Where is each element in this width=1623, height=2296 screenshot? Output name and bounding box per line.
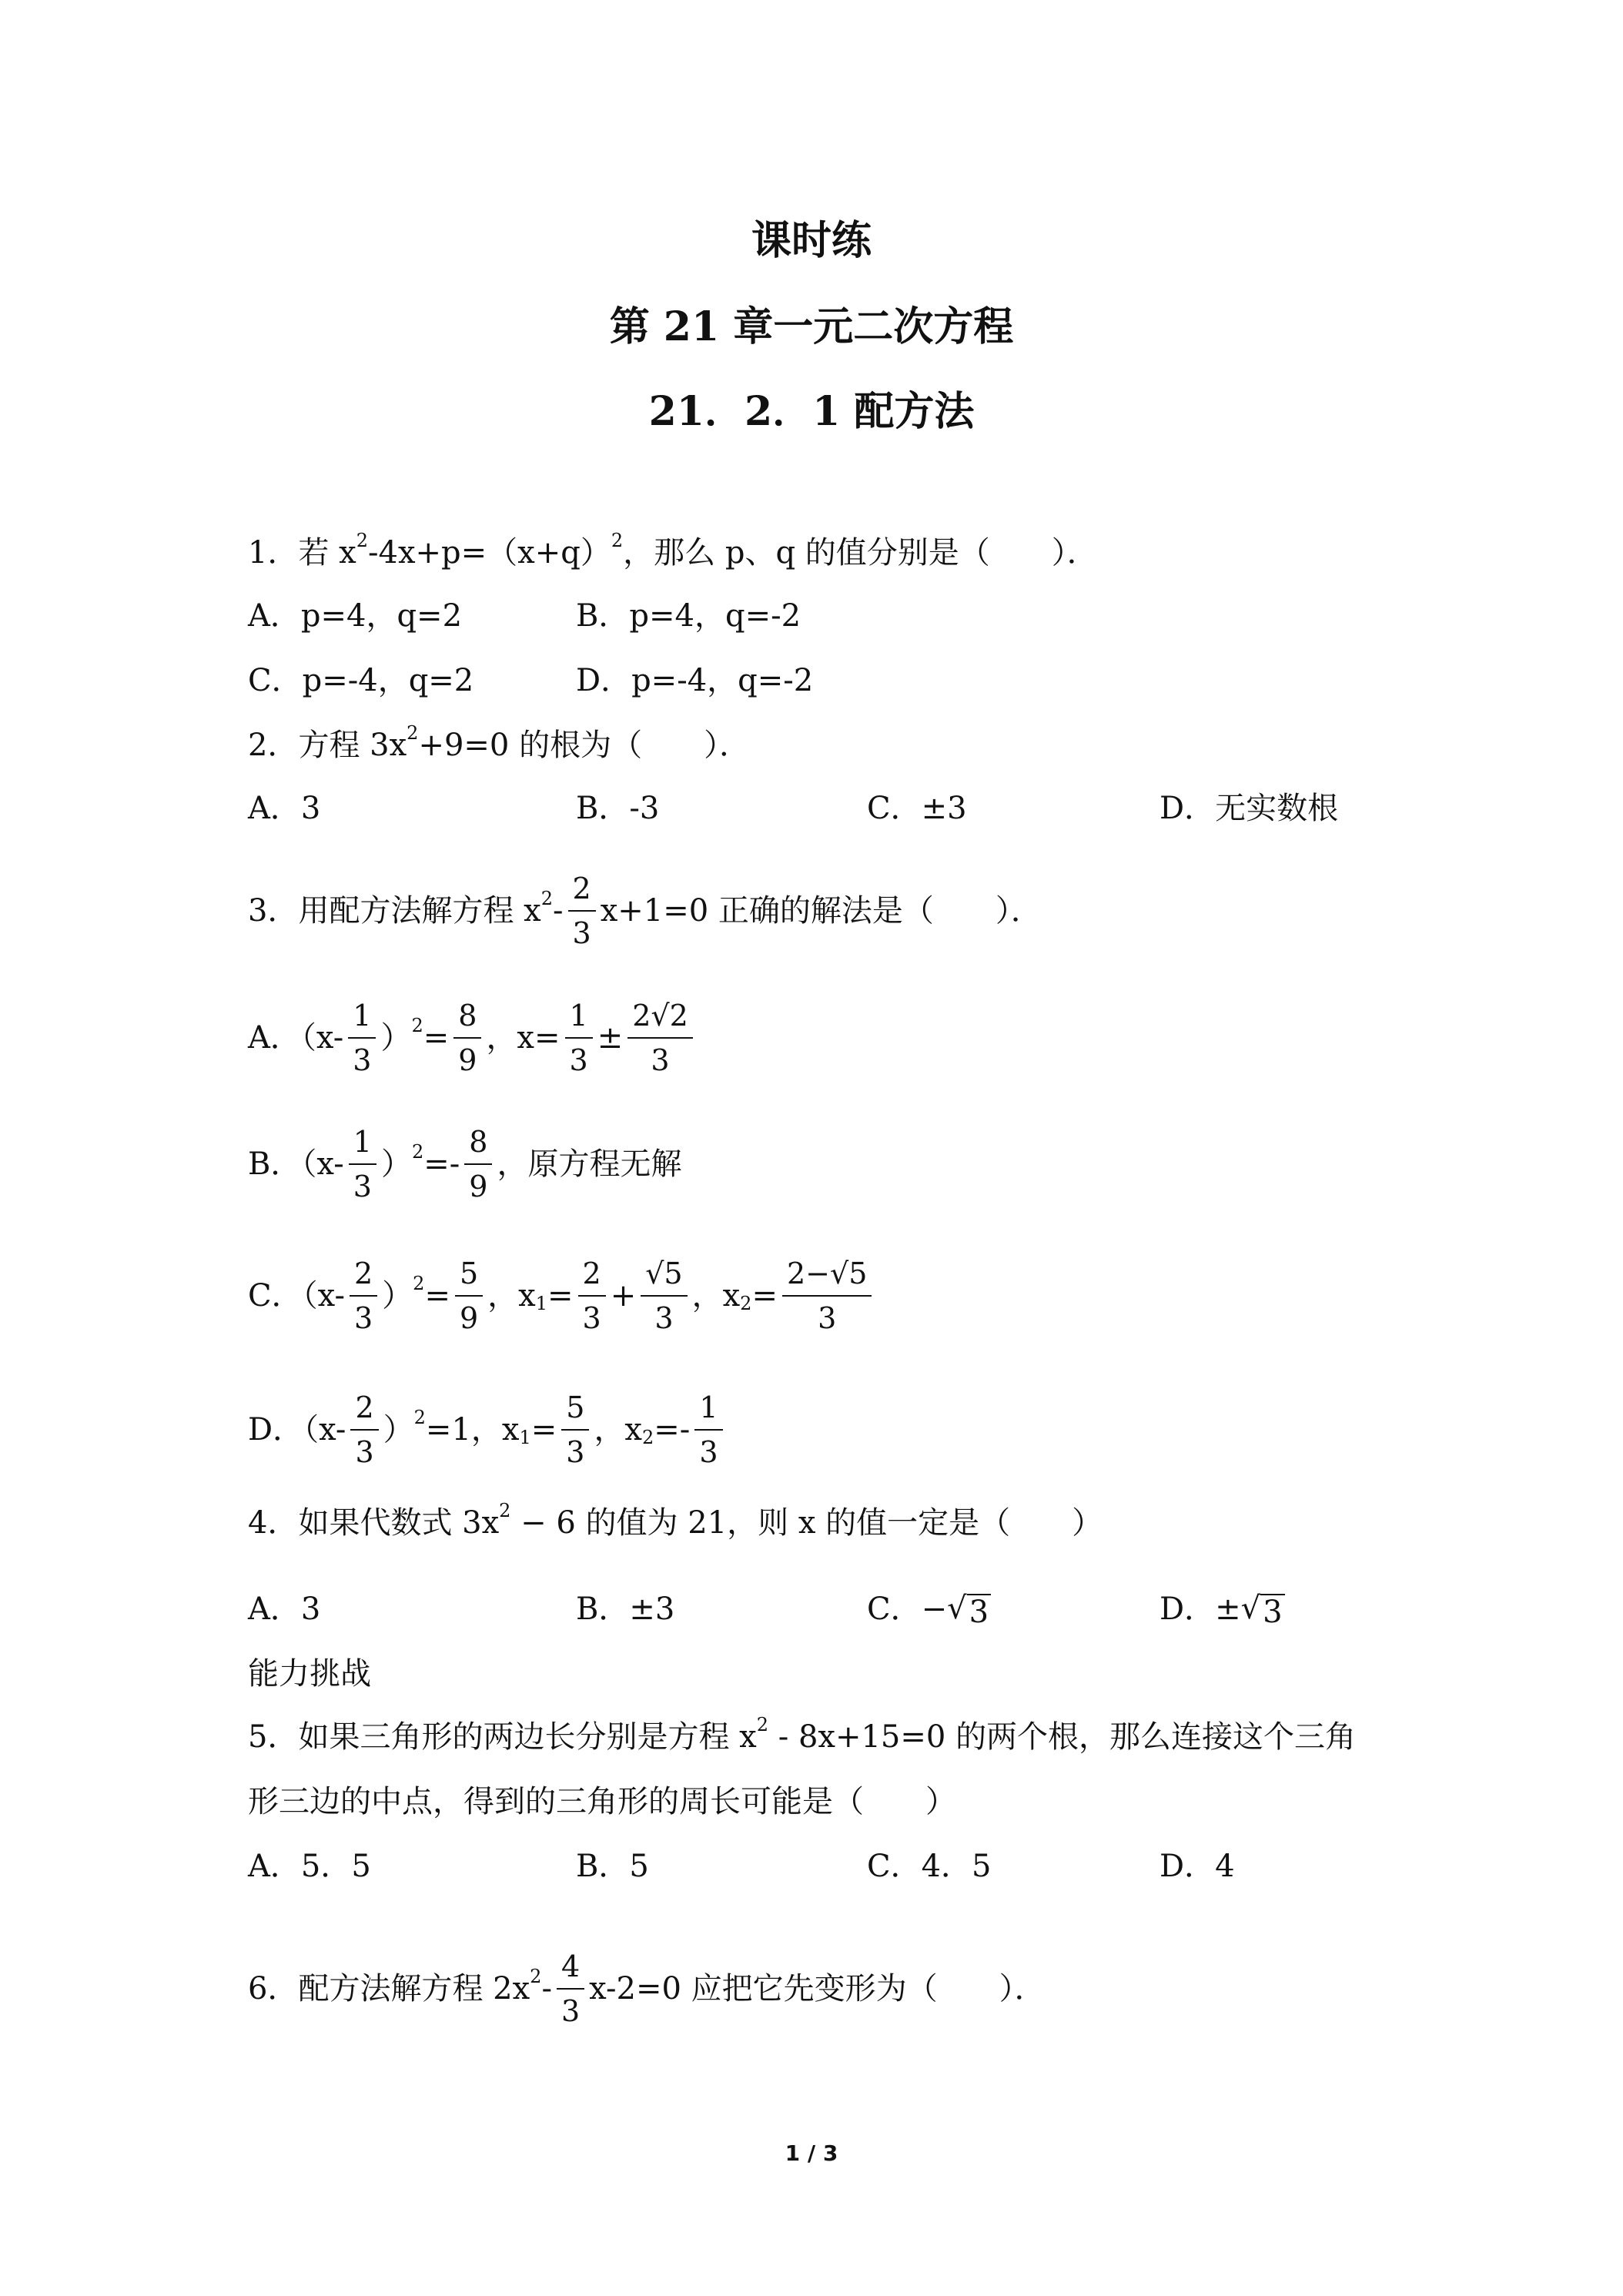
fraction [627,997,693,1079]
text-run: =1，x [425,1412,520,1448]
section-title: 21．2．1 配方法 [648,388,975,435]
fraction [578,1255,606,1337]
radical-sign: √ [1240,1590,1261,1626]
question-6-stem [248,1948,1438,2030]
question-2-option-b [576,785,659,832]
numerator: 4 [557,1948,584,1990]
numerator: 2 [350,1255,377,1297]
denominator: 3 [654,1301,674,1335]
fraction [641,1255,687,1337]
text-run: ） [382,1278,413,1314]
superscript: 2 [611,530,624,551]
question-4-option-c [867,1586,991,1632]
numerator: 8 [464,1123,492,1165]
page-number: 1 / 3 [785,2140,838,2166]
subscript: 1 [519,1427,531,1448]
fraction [694,1389,722,1471]
square-root [1241,1590,1285,1629]
question-1-option-b [576,593,801,639]
superscript: 2 [356,530,369,551]
numerator: 1 [694,1389,722,1431]
text-run: − 6 的值为 21，则 x 的值一定是（ ） [510,1505,1103,1541]
question-2-option-c [867,785,967,832]
denominator: 3 [572,916,591,950]
subscript: 1 [535,1293,547,1314]
text-run: = [751,1278,778,1314]
text-run: ，x [691,1278,741,1314]
superscript: 2 [540,888,554,909]
text-run: - 8x+15=0 的两个根，那么连接这个三角 [768,1719,1357,1755]
chapter-title: 第 21 章一元二次方程 [609,303,1014,350]
text-run: D．（x- [248,1412,346,1448]
text-run: A．5．5 [248,1849,371,1884]
text-run: ） [380,1020,412,1056]
text-run: x+1=0 正确的解法是（ ）． [600,893,1042,929]
question-2-option-d [1160,785,1338,832]
denominator: 3 [566,1435,585,1469]
text-run: 2．方程 3x [248,728,407,763]
question-1-stem [248,530,1438,576]
text-run: C．− [867,1591,948,1627]
text-run: B．5 [576,1849,649,1884]
question-3-option-c [248,1255,876,1337]
denominator: 3 [353,1170,372,1203]
text-run: 形三边的中点，得到的三角形的周长可能是（ ） [248,1784,956,1819]
numerator: 2 [350,1389,378,1431]
text-run: 5．如果三角形的两边长分别是方程 x [248,1719,757,1755]
question-3-stem [248,870,1438,952]
text-run: ± [597,1020,624,1056]
text-run: =- [654,1412,691,1448]
superscript: 2 [756,1714,769,1735]
text-run: C．±3 [867,791,967,826]
question-3-option-a [248,997,698,1079]
question-1-option-a [248,593,462,639]
question-1-option-c [248,658,474,704]
numerator: 1 [348,997,376,1039]
fraction [453,997,481,1079]
subscript: 2 [642,1427,654,1448]
text-run: A．3 [248,1591,321,1627]
numerator: 2 [568,870,596,912]
denominator: 3 [569,1043,588,1077]
text-run: = [424,1278,450,1314]
document-title: 课时练 [751,217,872,264]
question-3-option-b [248,1123,681,1205]
fraction [349,1123,376,1205]
numerator: 5 [455,1255,483,1297]
text-run: 3．用配方法解方程 x [248,893,541,929]
square-root [947,1590,991,1629]
numerator: √5 [641,1255,687,1297]
denominator: 9 [459,1301,479,1335]
denominator: 9 [469,1170,488,1203]
question-2-stem [248,722,1438,768]
text-run: ，x= [486,1020,561,1056]
text-run: 4．如果代数式 3x [248,1505,500,1541]
denominator: 3 [561,1994,581,2028]
text-run: B．p=4，q=-2 [576,598,801,634]
fraction [568,870,596,952]
question-4-option-b [576,1586,674,1632]
text-run: + [610,1278,637,1314]
numerator: 2−√5 [782,1255,872,1297]
fraction [350,1255,377,1337]
numerator: 2 [578,1255,606,1297]
numerator: 1 [565,997,593,1039]
text-run: A．（x- [248,1020,344,1056]
question-5-option-b [576,1843,649,1889]
superscript: 2 [407,722,419,744]
text-run: +9=0 的根为（ ）． [418,728,751,763]
fraction [557,1948,584,2030]
text-run: -4x+p=（x+q） [368,535,611,571]
text-run: - [553,893,564,929]
radical-sign: √ [947,1590,967,1626]
question-4-option-a [248,1586,320,1632]
question-2-option-a [248,785,320,832]
denominator: 3 [353,1301,373,1335]
superscript: 2 [411,1141,424,1163]
superscript: 2 [530,1966,542,1987]
fraction [782,1255,872,1337]
fraction [455,1255,483,1337]
superscript: 2 [413,1273,425,1294]
superscript: 2 [499,1500,511,1521]
numerator: 8 [453,997,481,1039]
text-run: = [547,1278,574,1314]
text-run: ，原方程无解 [497,1146,682,1182]
text-run: =- [423,1146,460,1182]
fraction [348,997,376,1079]
question-5-option-d [1160,1843,1235,1889]
question-4-option-d [1160,1586,1285,1632]
text-run: C．4．5 [867,1849,992,1884]
question-3-option-d [248,1389,728,1471]
text-run: C．p=-4，q=2 [248,663,474,698]
question-4-stem [248,1500,1438,1546]
text-run: A．p=4，q=2 [248,598,463,634]
question-5-stem [248,1714,1438,1760]
denominator: 3 [353,1043,372,1077]
text-run: - [541,1971,552,2006]
text-run: 6．配方法解方程 2x [248,1971,530,2006]
fraction [350,1389,378,1471]
denominator: 3 [651,1043,670,1077]
question-5-option-a [248,1843,371,1889]
text-run: 能力挑战 [248,1656,371,1692]
radicand: 3 [1260,1594,1284,1629]
text-run: ） [383,1412,414,1448]
numerator: 1 [349,1123,376,1165]
text-run: D．± [1160,1591,1241,1627]
radicand: 3 [967,1594,991,1629]
text-run: ，那么 p、q 的值分别是（ ）． [623,535,1098,571]
section-label-ability-challenge [248,1651,1438,1697]
text-run: = [423,1020,450,1056]
text-run: D．无实数根 [1160,791,1339,826]
denominator: 3 [355,1435,374,1469]
fraction [565,997,593,1079]
denominator: 9 [458,1043,477,1077]
fraction [561,1389,589,1471]
superscript: 2 [411,1015,423,1036]
text-run: B．-3 [576,791,660,826]
question-5-option-c [867,1843,992,1889]
superscript: 2 [413,1407,426,1428]
text-run: ，x [487,1278,536,1314]
text-run: 1．若 x [248,535,356,571]
text-run: B．±3 [576,1591,675,1627]
text-run: = [530,1412,557,1448]
numerator: 5 [561,1389,589,1431]
text-run: ） [380,1146,412,1182]
text-run: x-2=0 应把它先变形为（ ）． [589,1971,1046,2006]
denominator: 3 [582,1301,601,1335]
fraction [464,1123,492,1205]
text-run: ，x [594,1412,642,1448]
question-5-stem-continued [248,1779,1438,1825]
text-run: D．p=-4，q=-2 [576,663,814,698]
subscript: 2 [740,1293,752,1314]
numerator: 2√2 [627,997,693,1039]
text-run: B．（x- [248,1146,344,1182]
denominator: 3 [818,1301,837,1335]
question-1-option-d [576,658,813,704]
text-run: A．3 [248,791,321,826]
text-run: D．4 [1160,1849,1235,1884]
denominator: 3 [699,1435,718,1469]
text-run: C．（x- [248,1278,345,1314]
